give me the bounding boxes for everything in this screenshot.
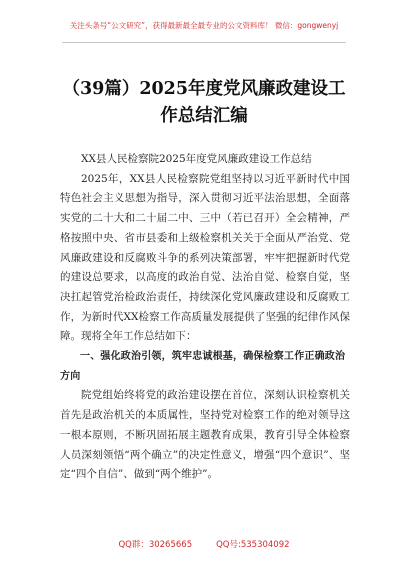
document-title: （39篇）2025年度党风廉政建设工作总结汇编 bbox=[62, 79, 346, 126]
qq-number-link[interactable]: QQ号:535304092 bbox=[216, 540, 290, 550]
document-body bbox=[60, 150, 350, 485]
header-banner: 关注头条号“公文研究”，获得最新最全最专业的公文资料库！ 微信：gongwenyj bbox=[69, 21, 339, 30]
intro-paragraph: 2025年，XX县人民检察院党组坚持以习近平新时代中国特色社会主义思想为指导，深入贯彻习近平法治思想，全面落实党的二十大和二十届二中、三中（若已召开）全会精神，严格按照中央、省市县委和上级检察机关关于全面从严治党、党风廉政建设和反腐败斗争的系列决策部署，牢牢把握新时代党的建设总要求，以高度的政治自觉、法治自觉、检察自觉，坚决扛起管党治检政治责任，持续深化党风廉政建设和反腐败工作，为新时代XX检察工作高质量发展提供了坚强的纪律作风保障。现将全年工作总结如下： bbox=[60, 172, 350, 343]
section-heading: 一、强化政治引领，筑牢忠诚根基，确保检察工作正确政治方向 bbox=[60, 351, 346, 382]
qq-group-link[interactable]: QQ群：30265665 bbox=[118, 540, 193, 550]
document-subtitle: XX县人民检察院2025年度党风廉政建设工作总结 bbox=[81, 153, 312, 165]
section-paragraph: 院党组始终将党的政治建设摆在首位，深刻认识检察机关首先是政治机关的本质属性，坚持党对检察工作的绝对领导这一根本原则，不断巩固拓展主题教育成果，教育引导全体检察人员深刻领悟“两个确立”的决定性意义，增强“四个意识”、坚定“四个自信”、做到“两个维护”。 bbox=[60, 389, 350, 481]
footer-contact bbox=[0, 538, 408, 550]
header-divider bbox=[62, 42, 346, 43]
